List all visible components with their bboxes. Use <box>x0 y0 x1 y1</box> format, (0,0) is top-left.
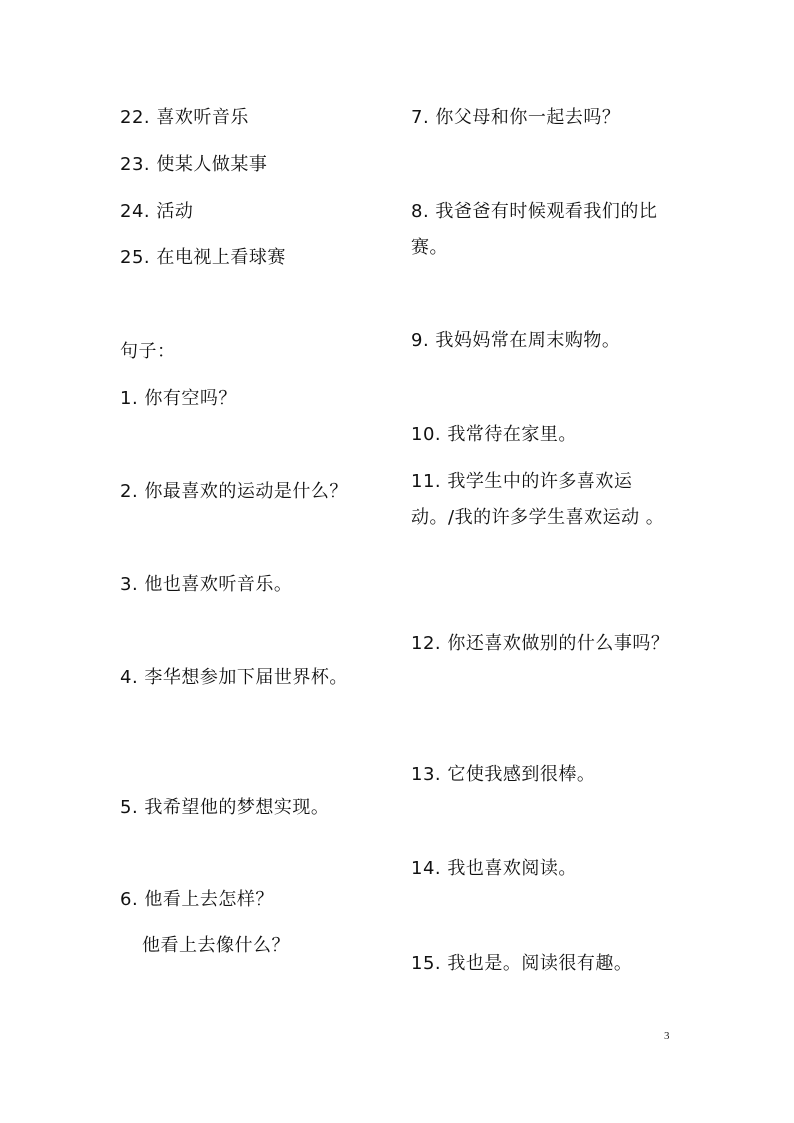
sentence-15: 15. 我也是。阅读很有趣。 <box>411 953 633 974</box>
vocab-item-23: 23. 使某人做某事 <box>120 154 268 175</box>
section-heading: 句子： <box>120 341 176 362</box>
sentence-4: 4. 李华想参加下届世界杯。 <box>120 667 348 688</box>
page-number: 3 <box>664 1030 670 1042</box>
sentence-12: 12. 你还喜欢做别的什么事吗？ <box>411 633 670 654</box>
vocab-item-25: 25. 在电视上看球赛 <box>120 247 286 268</box>
sentence-13: 13. 它使我感到很棒。 <box>411 764 596 785</box>
sentence-6: 6. 他看上去怎样？ <box>120 889 274 910</box>
sentence-11: 11. 我学生中的许多喜欢运动。/我的许多学生喜欢运动 。 <box>411 471 665 528</box>
sentence-14: 14. 我也喜欢阅读。 <box>411 858 577 879</box>
sentence-2: 2. 你最喜欢的运动是什么？ <box>120 481 348 502</box>
sentence-1: 1. 你有空吗？ <box>120 388 237 409</box>
sentence-6-alt: 他看上去像什么？ <box>142 935 290 956</box>
vocab-item-22: 22. 喜欢听音乐 <box>120 107 249 128</box>
sentence-9: 9. 我妈妈常在周末购物。 <box>411 330 621 351</box>
sentence-10: 10. 我常待在家里。 <box>411 424 577 445</box>
sentence-8: 8. 我爸爸有时候观看我们的比赛。 <box>411 201 658 258</box>
sentence-3: 3. 他也喜欢听音乐。 <box>120 574 293 595</box>
vocab-item-24: 24. 活动 <box>120 201 194 222</box>
sentence-7: 7. 你父母和你一起去吗？ <box>411 107 621 128</box>
sentence-5: 5. 我希望他的梦想实现。 <box>120 797 330 818</box>
